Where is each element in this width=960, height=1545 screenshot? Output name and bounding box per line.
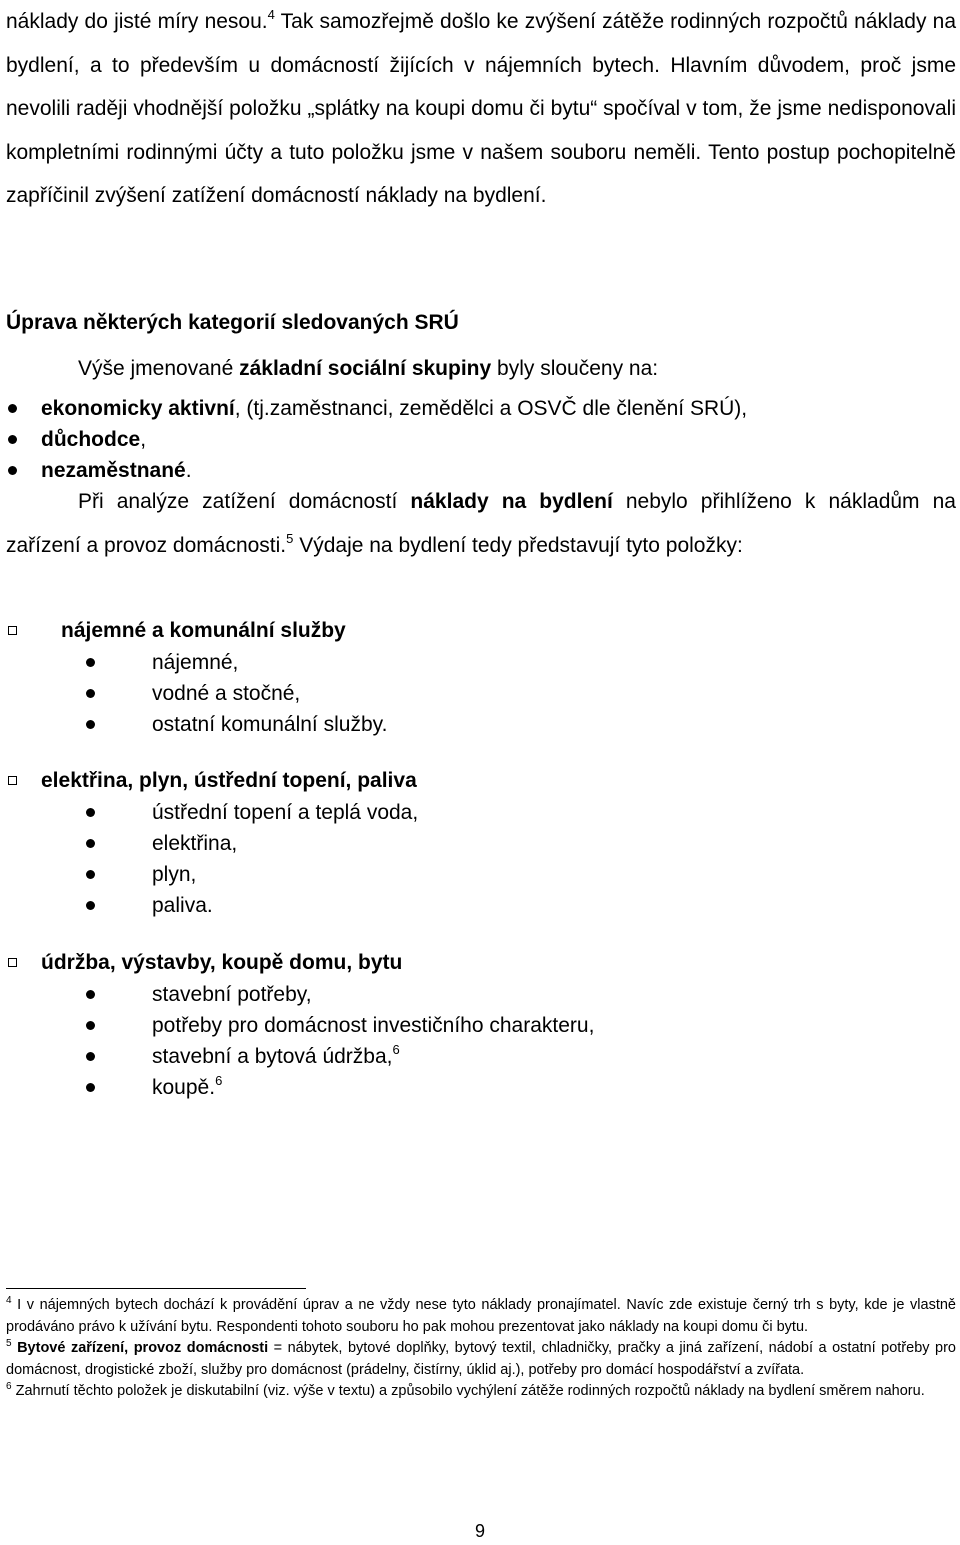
list-item-text: plyn, — [152, 863, 197, 886]
category-title — [0, 947, 594, 979]
list-item — [0, 647, 387, 678]
bullet-icon — [86, 689, 95, 698]
paragraph-text: Při analýze zatížení domácností — [78, 490, 411, 513]
category-title-text: nájemné a komunální služby — [61, 619, 346, 642]
paragraph-housing-costs — [6, 0, 956, 218]
intro-text: byly sloučeny na: — [491, 357, 659, 380]
category-items — [0, 979, 594, 1103]
category-maintenance — [0, 947, 594, 1103]
category-title-text: elektřina, plyn, ústřední topení, paliva — [41, 769, 417, 792]
footnote-ref-6: 6 — [215, 1073, 223, 1088]
list-item-text: ústřední topení a teplá voda, — [152, 801, 419, 824]
paragraph-text: nebylo přihlíženo k nákladům na zařízení a provoz domácnosti. — [6, 490, 956, 557]
list-item — [0, 890, 418, 921]
bullet-icon — [8, 466, 17, 475]
footnote-number: 5 — [6, 1338, 12, 1349]
list-item-bold: nezaměstnané — [41, 459, 186, 482]
footnote-ref-4: 4 — [267, 7, 275, 22]
paragraph-text: Výdaje na bydlení tedy představují tyto položky: — [293, 533, 743, 557]
bullet-icon — [86, 720, 95, 729]
category-title — [0, 615, 387, 647]
category-rent-utilities — [0, 615, 387, 740]
list-item — [0, 424, 747, 455]
footnotes — [6, 1295, 956, 1403]
bullet-icon — [8, 404, 17, 413]
paragraph-text: Tak samozřejmě došlo ke zvýšení zátěže rodinných rozpočtů náklady na bydlení, a to především u domácností žijících v nájemních bytech. Hlavním důvodem, proč jsme nevolili raději vhodnější položku „splátky na koupi domu či bytu“ spočíval v tom, že jsme nedisponovali kompletními rodinnými účty a tuto položku jsme v našem souboru neměli. Tento postup pochopitelně zapříčinil zvýšení zatížení domácností náklady na bydlení. — [6, 10, 957, 207]
footnote-text: = nábytek, bytové doplňky, bytový textil, chladničky, pračky a jiná zařízení, nádobí a ostatní potřeby pro domácnost, drogistické zboží, služby pro domácnost (prádelny, čistírny, úklid aj.), potřeby pro domácí hospodářství a zvířata. — [6, 1340, 956, 1378]
bullet-icon — [86, 990, 95, 999]
footnote-text: I v nájemných bytech dochází k provádění úprav a ne vždy nese tyto náklady pronajímatel. Navíc zde existuje černý trh s byty, kde je vlastně prodáváno právo k užívání bytu. Respondenti tohoto souboru ho pak mohou prezentovat jako náklady na koupi domu či bytu. — [6, 1297, 956, 1335]
list-item-text: ostatní komunální služby. — [152, 713, 388, 736]
footnote-5 — [6, 1338, 956, 1381]
intro-bold-text: základní sociální skupiny — [239, 357, 492, 380]
list-item-text: elektřina, — [152, 832, 238, 855]
bullet-icon — [86, 808, 95, 817]
list-item-text: , — [140, 428, 147, 451]
category-title-text: údržba, výstavby, koupě domu, bytu — [41, 951, 403, 974]
checkbox-square-icon — [8, 776, 17, 785]
bullet-icon — [86, 1021, 95, 1030]
bullet-icon — [86, 839, 95, 848]
list-item — [0, 678, 387, 709]
bullet-icon — [86, 1083, 95, 1092]
footnote-bold-text: Bytové zařízení, provoz domácnosti — [11, 1340, 269, 1356]
paragraph-text: náklady do jisté míry nesou. — [6, 10, 268, 33]
footnote-ref-6: 6 — [392, 1042, 400, 1057]
list-item — [0, 859, 418, 890]
list-item — [0, 1010, 594, 1041]
list-item — [0, 828, 418, 859]
bullet-icon — [86, 1052, 95, 1061]
list-item-text: vodné a stočné, — [152, 682, 301, 705]
footnote-separator — [6, 1288, 306, 1289]
category-items — [0, 797, 418, 921]
footnote-ref-5: 5 — [286, 530, 294, 546]
list-item — [0, 797, 418, 828]
list-item — [0, 709, 387, 740]
section-heading: Úprava některých kategorií sledovaných SRÚ — [6, 311, 459, 334]
bullet-icon — [86, 658, 95, 667]
bullet-icon — [8, 435, 17, 444]
list-item-text: stavební a bytová údržba, — [152, 1045, 393, 1068]
category-title — [0, 765, 418, 797]
checkbox-square-icon — [8, 626, 17, 635]
list-item — [0, 1041, 594, 1072]
footnote-6 — [6, 1381, 956, 1403]
list-item — [0, 393, 747, 424]
list-item-bold: ekonomicky aktivní — [41, 397, 235, 420]
paragraph-bold-text: náklady na bydlení — [410, 490, 613, 513]
list-item-bold: důchodce — [41, 428, 141, 451]
category-items — [0, 647, 387, 740]
footnote-4 — [6, 1295, 956, 1338]
list-item — [0, 979, 594, 1010]
footnote-number: 4 — [6, 1295, 12, 1306]
bullet-icon — [86, 870, 95, 879]
list-item — [0, 1072, 594, 1103]
social-groups-list — [0, 393, 747, 486]
list-item-text: stavební potřeby, — [152, 983, 312, 1006]
list-item-text: koupě. — [152, 1076, 216, 1099]
list-item-text: , (tj.zaměstnanci, zemědělci a OSVČ dle členění SRÚ), — [234, 397, 748, 420]
section-intro — [78, 349, 658, 389]
checkbox-square-icon — [8, 958, 17, 967]
intro-text: Výše jmenované — [78, 357, 240, 380]
list-item-text: paliva. — [152, 894, 213, 917]
list-item-text: nájemné, — [152, 651, 239, 674]
list-item-text: potřeby pro domácnost investičního charakteru, — [152, 1014, 595, 1037]
category-energy — [0, 765, 418, 921]
footnote-text: Zahrnutí těchto položek je diskutabilní (viz. výše v textu) a způsobilo vychýlení zátěže rodinných rozpočtů náklady na bydlení směrem nahoru. — [11, 1383, 925, 1399]
paragraph-analysis — [6, 480, 956, 567]
bullet-icon — [86, 901, 95, 910]
list-item-text: . — [185, 459, 192, 482]
page-number: 9 — [474, 1521, 485, 1541]
footnote-number: 6 — [6, 1381, 12, 1392]
